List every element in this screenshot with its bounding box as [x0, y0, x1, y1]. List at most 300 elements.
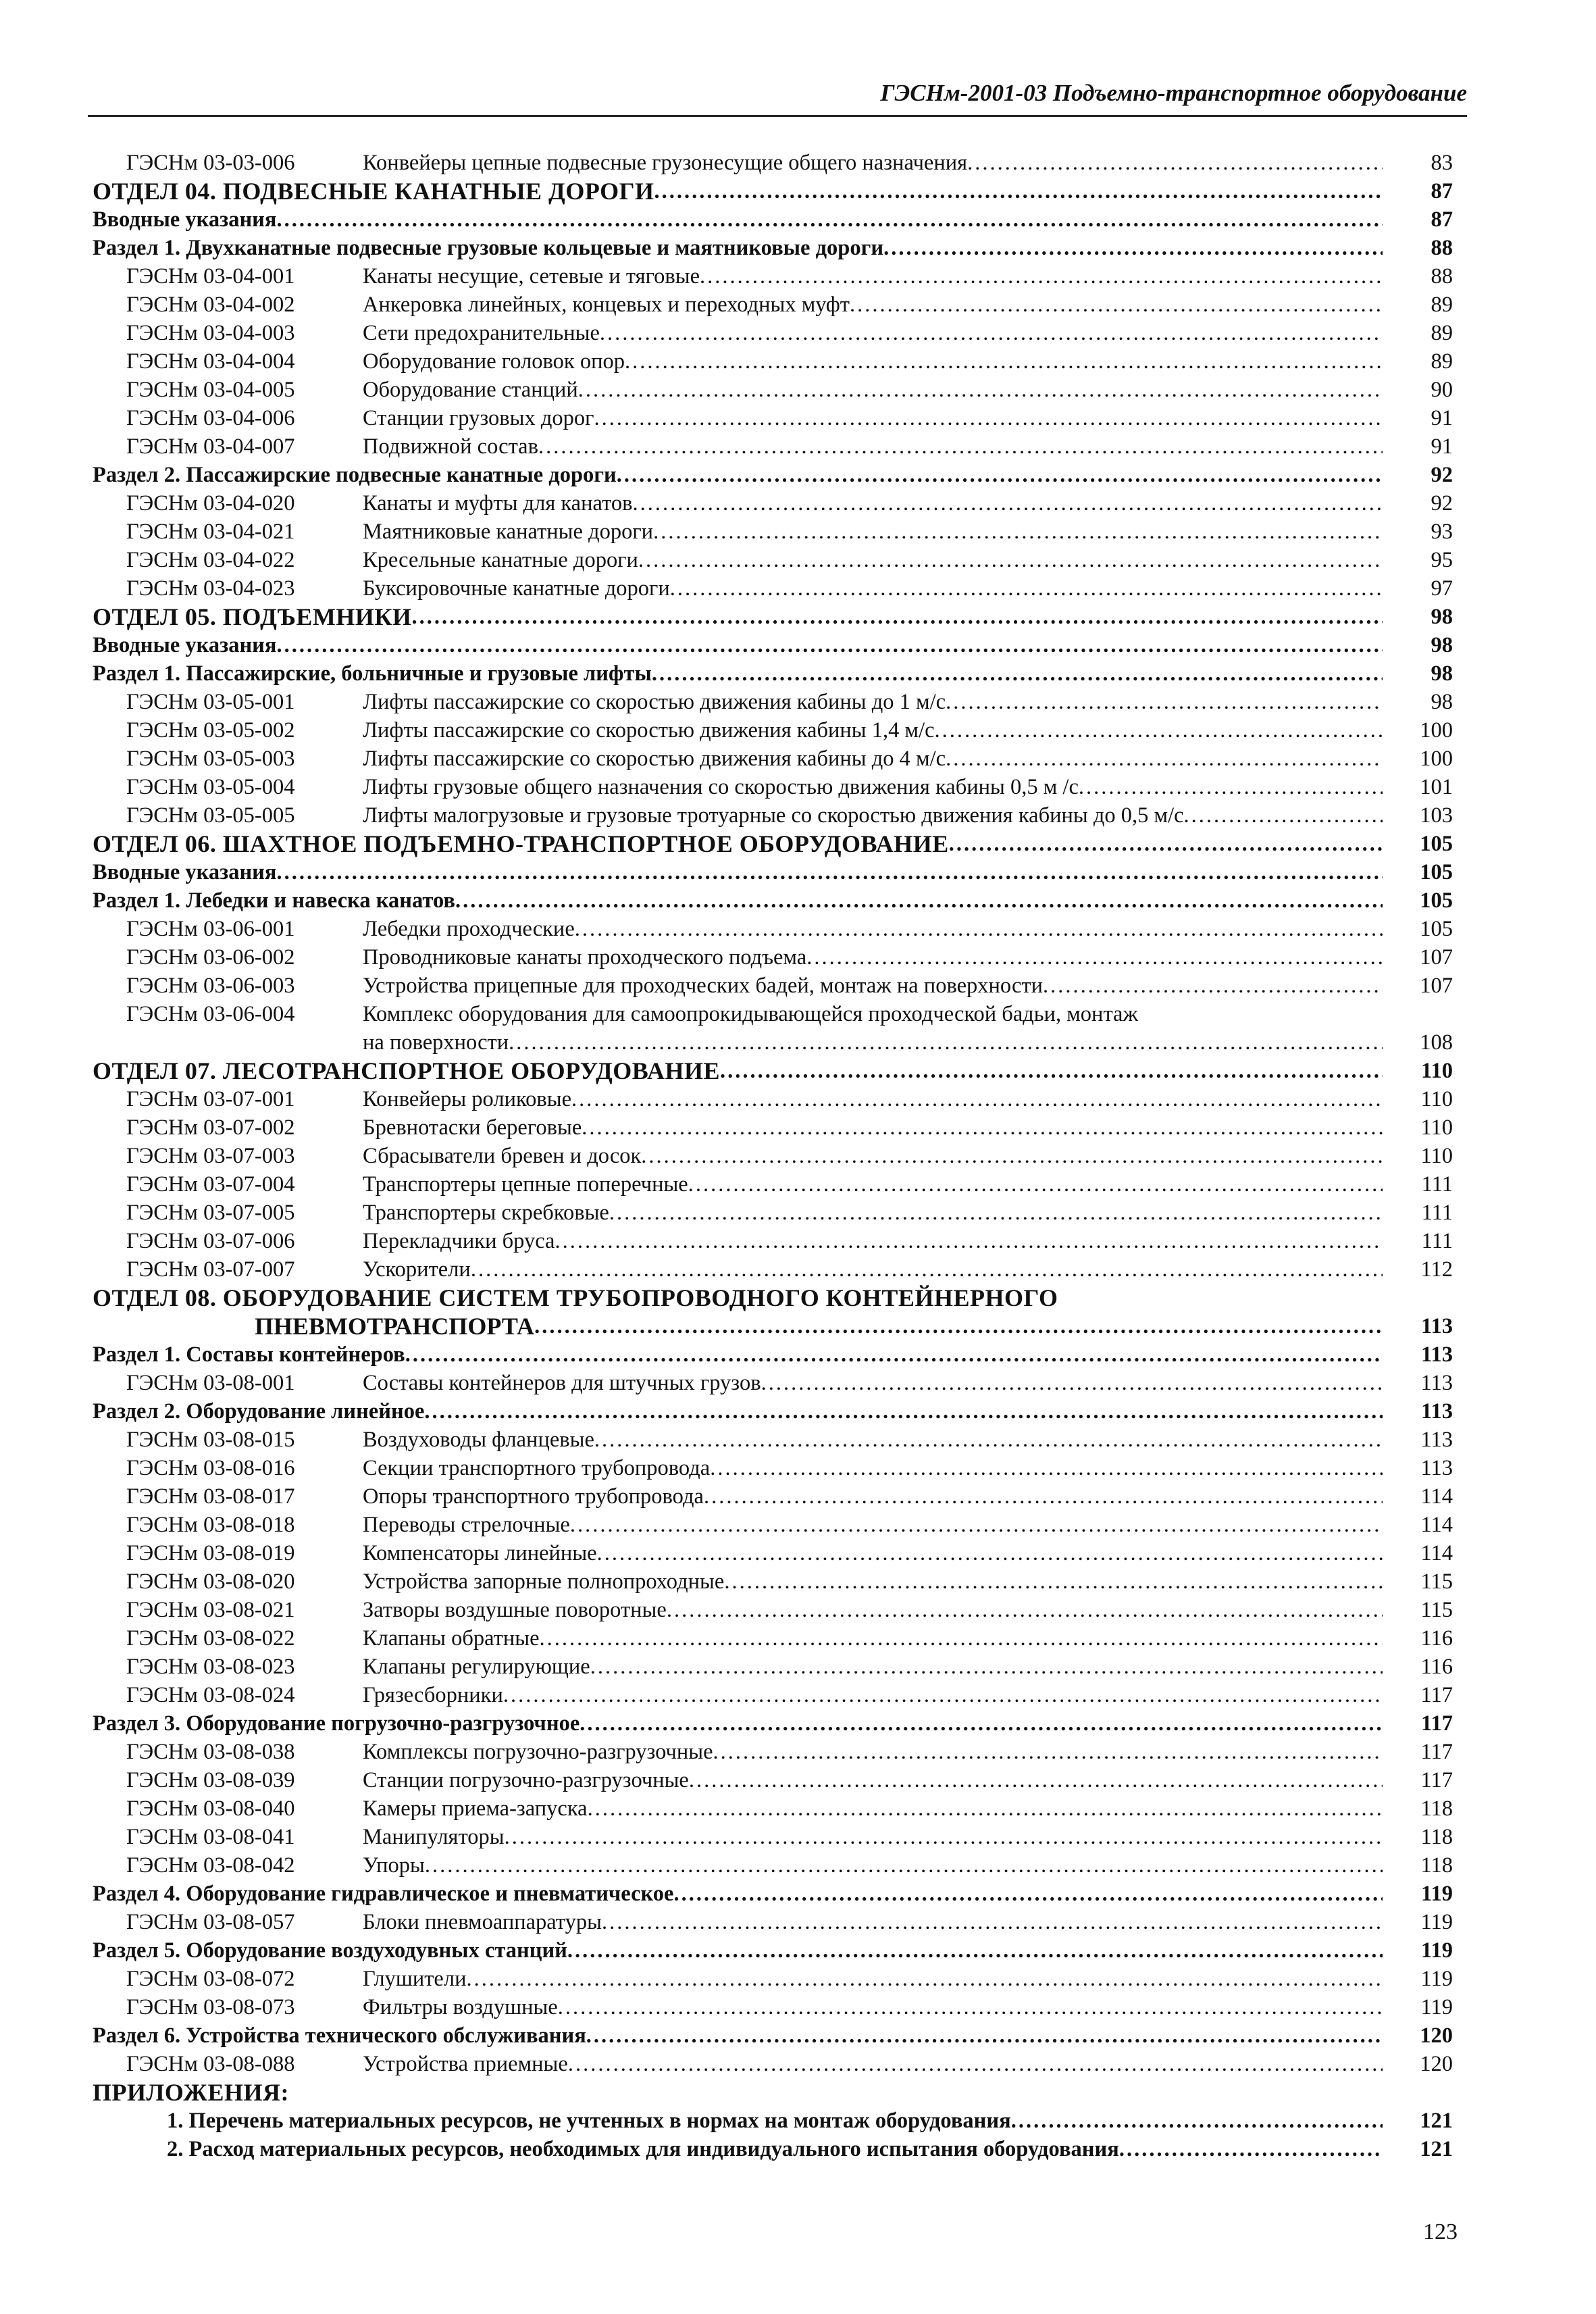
entry-title-line — [363, 574, 1383, 603]
entry-title-line — [363, 1965, 1383, 1993]
dot-leader — [425, 1851, 1383, 1880]
entry-title-line — [363, 149, 1383, 177]
entry-title: Сети предохранительные — [363, 321, 600, 345]
dot-leader — [652, 659, 1383, 688]
entry-code: ГЭСНм 03-08-072 — [126, 1967, 295, 1991]
toc-section[interactable] — [93, 2021, 1457, 2050]
entry-page: 115 — [1420, 1569, 1453, 1594]
dot-leader — [534, 1312, 1383, 1340]
entry-title: Канаты и муфты для канатов — [363, 491, 633, 515]
dot-leader — [689, 1766, 1383, 1794]
toc-entry[interactable] — [93, 1199, 1457, 1227]
entry-code: ГЭСНм 03-07-005 — [126, 1201, 295, 1225]
entry-page: 108 — [1420, 1030, 1453, 1055]
toc-entry[interactable] — [93, 1965, 1457, 1993]
entry-code: ГЭСНм 03-08-088 — [126, 2052, 295, 2076]
entry-title: на поверхности — [363, 1030, 509, 1055]
section-line — [93, 886, 1383, 915]
entry-code: ГЭСНм 03-06-001 — [126, 917, 295, 941]
dot-leader — [883, 234, 1383, 262]
dot-leader — [586, 2021, 1383, 2050]
toc-section[interactable] — [93, 631, 1457, 659]
dot-leader — [935, 716, 1383, 745]
entry-page: 118 — [1420, 1796, 1453, 1821]
entry-code: ГЭСНм 03-08-021 — [126, 1598, 295, 1622]
dot-leader — [949, 830, 1383, 858]
entry-title: Компенсаторы линейные — [363, 1541, 597, 1565]
entry-code: ГЭСНм 03-04-004 — [126, 349, 295, 374]
entry-code: ГЭСНм 03-05-003 — [126, 747, 295, 771]
entry-title-line — [363, 1794, 1383, 1823]
entry-title: Оборудование головок опор — [363, 349, 625, 374]
toc-entry[interactable] — [93, 404, 1457, 432]
entry-title: ОТДЕЛ 04. ПОДВЕСНЫЕ КАНАТНЫЕ ДОРОГИ — [93, 178, 654, 205]
entry-title-line — [363, 347, 1383, 376]
entry-code: ГЭСНм 03-03-006 — [126, 151, 295, 175]
entry-page: 110 — [1421, 1059, 1453, 1083]
entry-title-line — [363, 801, 1383, 830]
entry-title: Конвейеры цепные подвесные грузонесущие общего назначения — [363, 151, 968, 175]
entry-code: ГЭСНм 03-04-021 — [126, 520, 295, 544]
dot-leader — [405, 1340, 1383, 1369]
entry-page: 90 — [1431, 378, 1453, 402]
toc-entry[interactable] — [93, 1567, 1457, 1596]
entry-title: Раздел 1. Лебедки и навеска канатов — [93, 888, 455, 913]
entry-page: 120 — [1420, 2052, 1453, 2076]
entry-page: 117 — [1420, 1768, 1453, 1792]
toc-entry-continuation[interactable] — [93, 1028, 1457, 1057]
entry-code: ГЭСНм 03-07-002 — [126, 1115, 295, 1140]
entry-page: 119 — [1420, 1995, 1453, 2019]
entry-page: 112 — [1420, 1257, 1453, 1282]
entry-page: 91 — [1431, 434, 1453, 459]
dot-leader — [590, 1653, 1383, 1681]
section-line — [93, 2021, 1383, 2050]
appendix-line — [167, 2135, 1383, 2163]
entry-title-line — [363, 1681, 1383, 1709]
entry-title: Подвижной состав — [363, 434, 538, 459]
toc-entry[interactable] — [93, 1511, 1457, 1539]
toc-department[interactable] — [93, 1284, 1457, 1312]
dot-leader — [667, 1596, 1383, 1624]
dot-leader — [505, 1823, 1383, 1851]
toc-entry[interactable] — [93, 716, 1457, 745]
entry-page: 117 — [1420, 1683, 1453, 1707]
entry-code: ГЭСНм 03-08-001 — [126, 1371, 295, 1395]
entry-page: 98 — [1431, 661, 1453, 686]
entry-page: 100 — [1420, 747, 1453, 771]
toc-entry[interactable] — [93, 1993, 1457, 2021]
toc-entry[interactable] — [93, 801, 1457, 830]
entry-page: 89 — [1431, 293, 1453, 317]
dot-leader — [570, 1511, 1383, 1539]
entry-title-line — [363, 1567, 1383, 1596]
appendix-heading: ПРИЛОЖЕНИЯ: — [93, 2079, 290, 2106]
entry-title-line — [363, 1482, 1383, 1511]
dot-leader — [594, 1426, 1383, 1454]
entry-title: Вводные указания — [93, 860, 277, 884]
department-line — [93, 177, 1383, 205]
toc-department[interactable] — [93, 1057, 1457, 1085]
section-line — [93, 659, 1383, 688]
entry-page: 116 — [1420, 1626, 1453, 1651]
toc-entry[interactable] — [93, 972, 1457, 1000]
toc-entry[interactable] — [93, 347, 1457, 376]
entry-code: ГЭСНм 03-08-057 — [126, 1910, 295, 1934]
toc-entry[interactable] — [93, 262, 1457, 291]
toc-entry[interactable] — [93, 1113, 1457, 1142]
toc-entry[interactable] — [93, 1255, 1457, 1284]
dot-leader — [582, 1113, 1383, 1142]
entry-title: Устройства прицепные для проходческих бадей, монтаж на поверхности — [363, 974, 1043, 998]
entry-code: ГЭСНм 03-04-020 — [126, 491, 295, 515]
entry-page: 89 — [1431, 321, 1453, 345]
toc-section[interactable] — [93, 1936, 1457, 1965]
entry-title: Раздел 1. Составы контейнеров — [93, 1342, 405, 1367]
entry-code: ГЭСНм 03-04-005 — [126, 378, 295, 402]
entry-title: Раздел 3. Оборудование погрузочно-разгрузочное — [93, 1711, 580, 1736]
dot-leader — [538, 432, 1383, 461]
entry-title: Секции транспортного трубопровода — [363, 1456, 711, 1480]
entry-code: ГЭСНм 03-07-004 — [126, 1172, 295, 1197]
entry-code: ГЭСНм 03-08-024 — [126, 1683, 295, 1707]
entry-title: Переводы стрелочные — [363, 1513, 570, 1537]
toc-section[interactable] — [93, 858, 1457, 886]
entry-page: 111 — [1421, 1172, 1453, 1197]
entry-title-line — [363, 1028, 1383, 1057]
entry-title-line — [363, 943, 1383, 972]
toc-entry[interactable] — [93, 1681, 1457, 1709]
entry-code: ГЭСНм 03-07-006 — [126, 1229, 295, 1253]
entry-code: ГЭСНм 03-08-073 — [126, 1995, 295, 2019]
dot-leader — [277, 631, 1383, 659]
dot-leader — [540, 1624, 1383, 1653]
entry-title-line — [363, 291, 1383, 319]
entry-page: 93 — [1431, 520, 1453, 544]
running-header — [88, 80, 1467, 112]
entry-title: Лифты пассажирские со скоростью движения кабины до 1 м/с — [363, 690, 946, 714]
table-of-contents — [93, 149, 1457, 2163]
toc-entry[interactable] — [93, 546, 1457, 574]
entry-page: 100 — [1420, 718, 1453, 743]
entry-code: ГЭСНм 03-08-039 — [126, 1768, 295, 1792]
dot-leader — [967, 149, 1383, 177]
toc-section[interactable] — [93, 1397, 1457, 1426]
entry-code: ГЭСНм 03-05-004 — [126, 775, 295, 799]
toc-entry[interactable] — [93, 1624, 1457, 1653]
entry-title: Конвейеры роликовые — [363, 1087, 571, 1111]
dot-leader — [946, 688, 1383, 716]
entry-title-line — [363, 1596, 1383, 1624]
entry-page: 105 — [1420, 832, 1453, 856]
toc-entry[interactable] — [93, 291, 1457, 319]
dot-leader — [277, 205, 1383, 234]
entry-title: Раздел 4. Оборудование гидравлическое и пневматическое — [93, 1882, 674, 1906]
dot-leader — [641, 1142, 1383, 1170]
entry-page: 95 — [1431, 548, 1453, 572]
section-line — [93, 1880, 1383, 1908]
appendix-entry[interactable] — [93, 2107, 1457, 2135]
dot-leader — [713, 1738, 1383, 1766]
toc-entry[interactable] — [93, 1000, 1457, 1028]
dot-leader — [688, 1170, 1383, 1199]
entry-title: Транспортеры скребковые — [363, 1201, 609, 1225]
dot-leader — [609, 1199, 1383, 1227]
toc-section[interactable] — [93, 461, 1457, 489]
entry-title-line — [363, 376, 1383, 404]
entry-page: 110 — [1420, 1144, 1453, 1168]
entry-page: 88 — [1431, 264, 1453, 288]
entry-code: ГЭСНм 03-08-041 — [126, 1825, 295, 1849]
entry-page: 103 — [1420, 803, 1453, 828]
appendix-heading-row — [93, 2078, 1457, 2107]
entry-title: 2. Расход материальных ресурсов, необходимых для индивидуального испытания оборудования — [167, 2137, 1119, 2161]
dot-leader — [1184, 801, 1383, 830]
entry-code: ГЭСНм 03-05-001 — [126, 690, 295, 714]
appendix-line — [167, 2107, 1383, 2135]
dot-leader — [720, 1057, 1383, 1085]
entry-title-line — [363, 489, 1383, 518]
entry-title: Лифты пассажирские со скоростью движения кабины до 4 м/с — [363, 747, 946, 771]
toc-entry[interactable] — [93, 1454, 1457, 1482]
entry-title: Раздел 5. Оборудование воздуходувных станций — [93, 1938, 567, 1963]
entry-code: ГЭСНм 03-08-038 — [126, 1740, 295, 1764]
entry-title: Комплекс оборудования для самоопрокидывающейся проходческой бадьи, монтаж — [363, 1002, 1138, 1026]
toc-department[interactable] — [93, 603, 1457, 631]
dot-leader — [503, 1681, 1383, 1709]
toc-entry[interactable] — [93, 1794, 1457, 1823]
entry-title: Буксировочные канатные дороги — [363, 576, 670, 601]
entry-title: Транспортеры цепные поперечные — [363, 1172, 688, 1197]
dot-leader — [575, 915, 1383, 943]
entry-title: 1. Перечень материальных ресурсов, не учтенных в нормах на монтаж оборудования — [167, 2109, 1011, 2133]
dot-leader — [704, 1482, 1383, 1511]
entry-title: Вводные указания — [93, 207, 277, 232]
department-line — [93, 1057, 1383, 1085]
entry-title-line — [363, 1426, 1383, 1454]
entry-title: Ускорители — [363, 1257, 471, 1282]
entry-title-line — [363, 1766, 1383, 1794]
dot-leader — [761, 1369, 1383, 1397]
toc-entry[interactable] — [93, 1085, 1457, 1113]
toc-entry[interactable] — [93, 1539, 1457, 1567]
entry-code: ГЭСНм 03-08-018 — [126, 1513, 295, 1537]
toc-entry[interactable] — [93, 319, 1457, 347]
entry-title-line — [363, 1908, 1383, 1936]
entry-title-line — [363, 972, 1383, 1000]
entry-page: 98 — [1431, 605, 1453, 629]
dot-leader — [580, 1709, 1383, 1738]
entry-title: Опоры транспортного трубопровода — [363, 1484, 704, 1509]
toc-entry[interactable] — [93, 1482, 1457, 1511]
entry-title-line — [363, 773, 1383, 801]
entry-title: ОТДЕЛ 08. ОБОРУДОВАНИЕ СИСТЕМ ТРУБОПРОВОДНОГО КОНТЕЙНЕРНОГО — [93, 1284, 1058, 1311]
entry-title-line — [363, 1738, 1383, 1766]
entry-code: ГЭСНм 03-07-003 — [126, 1144, 295, 1168]
entry-title: Раздел 2. Оборудование линейное — [93, 1399, 425, 1424]
entry-page: 117 — [1420, 1740, 1453, 1764]
entry-code: ГЭСНм 03-08-022 — [126, 1626, 295, 1651]
header-rule — [88, 115, 1467, 117]
entry-title-line — [363, 262, 1383, 291]
toc-entry[interactable] — [93, 376, 1457, 404]
entry-page: 88 — [1431, 236, 1453, 260]
entry-page: 107 — [1420, 945, 1453, 970]
entry-code: ГЭСНм 03-06-002 — [126, 945, 295, 970]
entry-title: Маятниковые канатные дороги — [363, 520, 654, 544]
toc-section[interactable] — [93, 1709, 1457, 1738]
entry-title: Вводные указания — [93, 633, 277, 657]
entry-title-line — [363, 518, 1383, 546]
entry-title-line — [363, 1113, 1383, 1142]
entry-title: Анкеровка линейных, концевых и переходных муфт — [363, 293, 850, 317]
entry-page: 113 — [1420, 1456, 1453, 1480]
entry-title: Лебедки проходческие — [363, 917, 575, 941]
entry-page: 118 — [1420, 1853, 1453, 1878]
toc-section[interactable] — [93, 234, 1457, 262]
entry-page: 89 — [1431, 349, 1453, 374]
dot-leader — [653, 518, 1383, 546]
dot-leader — [509, 1028, 1383, 1057]
toc-entry[interactable] — [93, 574, 1457, 603]
entry-title-line — [363, 1170, 1383, 1199]
toc-entry[interactable] — [93, 1738, 1457, 1766]
entry-title: ОТДЕЛ 06. ШАХТНОЕ ПОДЪЕМНО-ТРАНСПОРТНОЕ ОБОРУДОВАНИЕ — [93, 830, 949, 857]
entry-title: Грязесборники — [363, 1683, 503, 1707]
entry-title: Затворы воздушные поворотные — [363, 1598, 667, 1622]
toc-entry[interactable] — [93, 518, 1457, 546]
dot-leader — [597, 1539, 1383, 1567]
entry-title-line — [363, 1454, 1383, 1482]
entry-page: 105 — [1420, 917, 1453, 941]
toc-section[interactable] — [93, 1880, 1457, 1908]
entry-page: 92 — [1431, 491, 1453, 515]
toc-entry[interactable] — [93, 1908, 1457, 1936]
toc-entry[interactable] — [93, 773, 1457, 801]
entry-page: 119 — [1420, 1967, 1453, 1991]
department-line — [93, 1312, 1383, 1340]
dot-leader — [471, 1255, 1383, 1284]
entry-title: Станции погрузочно-разгрузочные — [363, 1768, 689, 1792]
entry-title-line — [363, 1255, 1383, 1284]
entry-title-line — [363, 1653, 1383, 1681]
entry-code: ГЭСНм 03-04-006 — [126, 406, 295, 430]
toc-entry[interactable] — [93, 745, 1457, 773]
entry-page: 119 — [1420, 1910, 1453, 1934]
entry-title: Устройства запорные полнопроходные — [363, 1569, 725, 1594]
appendix-entry[interactable] — [93, 2135, 1457, 2163]
entry-title: Сбрасыватели бревен и досок — [363, 1144, 642, 1168]
entry-code: ГЭСНм 03-04-002 — [126, 293, 295, 317]
toc-department-continuation[interactable] — [93, 1312, 1457, 1340]
entry-page: 101 — [1420, 775, 1453, 799]
entry-title: Перекладчики бруса — [363, 1229, 555, 1253]
entry-title: Блоки пневмоаппаратуры — [363, 1910, 602, 1934]
section-line — [93, 205, 1383, 234]
dot-leader — [710, 1454, 1383, 1482]
entry-title-line — [363, 1142, 1383, 1170]
toc-entry[interactable] — [93, 1653, 1457, 1681]
entry-title: Манипуляторы — [363, 1825, 505, 1849]
entry-code: ГЭСНм 03-05-005 — [126, 803, 295, 828]
page-number: 123 — [1423, 2219, 1458, 2244]
entry-title: ОТДЕЛ 07. ЛЕСОТРАНСПОРТНОЕ ОБОРУДОВАНИЕ — [93, 1057, 721, 1084]
entry-page: 97 — [1431, 576, 1453, 601]
entry-title-line — [363, 2050, 1383, 2078]
toc-entry[interactable] — [93, 1170, 1457, 1199]
entry-page: 83 — [1431, 151, 1453, 175]
header-title: ГЭСНм-2001-03 Подъемно-транспортное оборудование — [880, 80, 1467, 106]
toc-section[interactable] — [93, 886, 1457, 915]
toc-section[interactable] — [93, 1340, 1457, 1369]
entry-title: Проводниковые канаты проходческого подъема — [363, 945, 807, 970]
entry-page: 110 — [1420, 1087, 1453, 1111]
entry-title-line — [363, 1227, 1383, 1255]
toc-entry[interactable] — [93, 2050, 1457, 2078]
dot-leader — [558, 1993, 1383, 2021]
toc-section[interactable] — [93, 659, 1457, 688]
toc-entry[interactable] — [93, 1596, 1457, 1624]
toc-department[interactable] — [93, 830, 1457, 858]
toc-entry[interactable] — [93, 1823, 1457, 1851]
entry-title-line — [363, 1823, 1383, 1851]
entry-code: ГЭСНм 03-05-002 — [126, 718, 295, 743]
entry-page: 121 — [1420, 2137, 1453, 2161]
toc-entry[interactable] — [93, 915, 1457, 943]
section-line — [93, 234, 1383, 262]
entry-page: 118 — [1420, 1825, 1453, 1849]
toc-department[interactable] — [93, 177, 1457, 205]
entry-title-line — [363, 319, 1383, 347]
entry-page: 121 — [1420, 2109, 1453, 2133]
dot-leader — [1079, 773, 1383, 801]
dot-leader — [466, 1965, 1383, 1993]
entry-page: 107 — [1420, 974, 1453, 998]
entry-title: Воздуховоды фланцевые — [363, 1428, 594, 1452]
entry-page: 114 — [1420, 1484, 1453, 1509]
entry-page: 119 — [1421, 1882, 1453, 1906]
toc-entry[interactable] — [93, 1766, 1457, 1794]
entry-title-line — [363, 915, 1383, 943]
toc-entry[interactable] — [93, 1142, 1457, 1170]
section-line — [93, 1397, 1383, 1426]
entry-title-line — [363, 404, 1383, 432]
toc-entry[interactable] — [93, 1369, 1457, 1397]
entry-code: ГЭСНм 03-08-020 — [126, 1569, 295, 1594]
toc-entry[interactable] — [93, 1227, 1457, 1255]
dot-leader — [588, 1794, 1383, 1823]
toc-entry[interactable] — [93, 489, 1457, 518]
section-line — [93, 1340, 1383, 1369]
toc-entry[interactable] — [93, 688, 1457, 716]
dot-leader — [946, 745, 1383, 773]
entry-title: Раздел 6. Устройства технического обслуживания — [93, 2023, 586, 2048]
toc-entry[interactable] — [93, 1851, 1457, 1880]
department-line — [93, 1284, 1383, 1312]
toc-entry[interactable] — [93, 432, 1457, 461]
toc-entry[interactable] — [93, 1426, 1457, 1454]
entry-page: 110 — [1420, 1115, 1453, 1140]
toc-entry[interactable] — [93, 943, 1457, 972]
dot-leader — [724, 1567, 1383, 1596]
dot-leader — [568, 2050, 1383, 2078]
entry-code: ГЭСНм 03-07-007 — [126, 1257, 295, 1282]
dot-leader — [567, 1936, 1383, 1965]
dot-leader — [670, 574, 1383, 603]
toc-section[interactable] — [93, 205, 1457, 234]
toc-entry[interactable] — [93, 149, 1457, 177]
entry-page: 98 — [1431, 690, 1453, 714]
